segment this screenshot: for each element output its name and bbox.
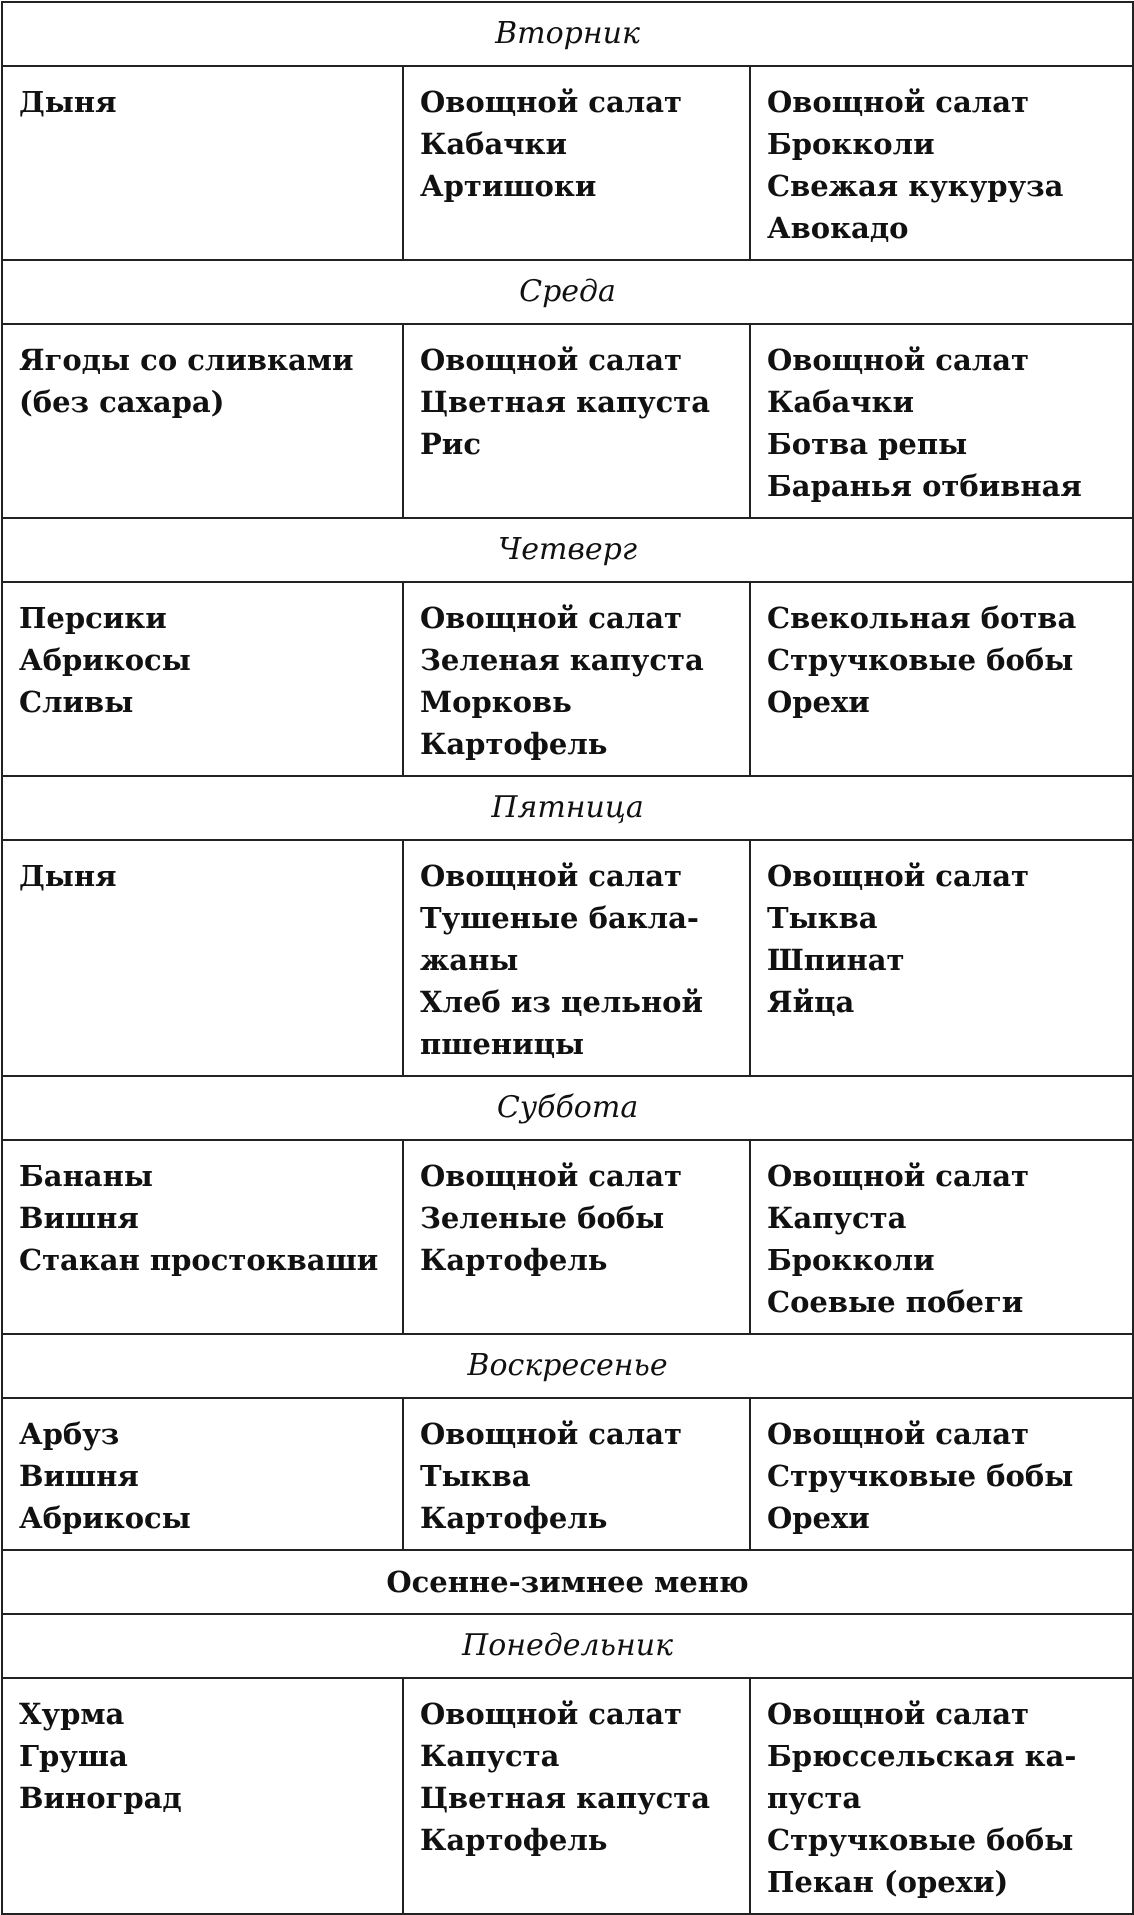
menu-cell-dinner [750, 324, 1133, 518]
day-header-row [2, 1334, 1133, 1398]
menu-item: Тушеные бакла- [420, 901, 699, 935]
menu-item: Стручковые бобы [767, 1823, 1074, 1857]
table-row [2, 66, 1133, 260]
day-header-row [2, 1076, 1133, 1140]
day-header-row [2, 1614, 1133, 1678]
menu-item: Картофель [420, 1823, 608, 1857]
table-row [2, 1140, 1133, 1334]
menu-item: Вишня [19, 1201, 139, 1235]
menu-item: пшеницы [420, 1027, 585, 1061]
menu-item: Стручковые бобы [767, 643, 1074, 677]
day-header-row [2, 776, 1133, 840]
menu-item: Зеленые бобы [420, 1201, 665, 1235]
menu-item: Цветная капуста [420, 385, 711, 419]
menu-item: жаны [420, 943, 519, 977]
menu-item: Овощной салат [420, 1697, 682, 1731]
menu-item: Ягоды со сливками [19, 343, 354, 377]
day-header: Пятница [2, 776, 1133, 840]
menu-table-body [2, 2, 1133, 1914]
menu-item: Свежая кукуруза [767, 169, 1064, 203]
menu-item: Арбуз [19, 1417, 120, 1451]
day-header-row [2, 260, 1133, 324]
menu-item: Овощной салат [767, 1417, 1029, 1451]
menu-cell-dinner [750, 66, 1133, 260]
menu-item: Свекольная ботва [767, 601, 1077, 635]
day-header: Суббота [2, 1076, 1133, 1140]
menu-table [1, 1, 1134, 1915]
menu-item: Рис [420, 427, 481, 461]
menu-item: Орехи [767, 685, 870, 719]
menu-item: Пекан (орехи) [767, 1865, 1009, 1899]
menu-cell-fruit [2, 324, 403, 518]
menu-cell-fruit [2, 66, 403, 260]
menu-cell-lunch [403, 582, 750, 776]
menu-item: Хлеб из цельной [420, 985, 704, 1019]
menu-item: Яйца [767, 985, 855, 1019]
menu-item: Стручковые бобы [767, 1459, 1074, 1493]
menu-cell-lunch [403, 1678, 750, 1914]
menu-cell-lunch [403, 66, 750, 260]
menu-item: Абрикосы [19, 1501, 191, 1535]
menu-cell-dinner [750, 1140, 1133, 1334]
menu-item: Овощной салат [420, 343, 682, 377]
menu-item: Стакан простокваши [19, 1243, 379, 1277]
day-header-row [2, 2, 1133, 66]
menu-item: Виноград [19, 1781, 182, 1815]
menu-item: Артишоки [420, 169, 597, 203]
menu-item: Морковь [420, 685, 572, 719]
menu-item: Овощной салат [767, 1159, 1029, 1193]
menu-item: (без сахара) [19, 385, 225, 419]
menu-item: Овощной салат [420, 1159, 682, 1193]
menu-item: Зеленая капуста [420, 643, 704, 677]
menu-item: Брокколи [767, 1243, 935, 1277]
menu-item: Авокадо [767, 211, 909, 245]
menu-item: Тыква [420, 1459, 531, 1493]
menu-cell-dinner [750, 840, 1133, 1076]
table-row [2, 1678, 1133, 1914]
menu-item: Овощной салат [420, 1417, 682, 1451]
menu-cell-fruit [2, 1678, 403, 1914]
menu-item: Овощной салат [420, 859, 682, 893]
menu-cell-lunch [403, 840, 750, 1076]
menu-item: Хурма [19, 1697, 125, 1731]
menu-item: Кабачки [767, 385, 914, 419]
menu-item: Брокколи [767, 127, 935, 161]
menu-item: Картофель [420, 1501, 608, 1535]
menu-item: Персики [19, 601, 167, 635]
day-header: Вторник [2, 2, 1133, 66]
menu-cell-fruit [2, 1140, 403, 1334]
day-header: Понедельник [2, 1614, 1133, 1678]
menu-cell-lunch [403, 1140, 750, 1334]
menu-item: Овощной салат [767, 1697, 1029, 1731]
menu-item: Картофель [420, 727, 608, 761]
menu-cell-lunch [403, 324, 750, 518]
menu-item: Овощной салат [420, 601, 682, 635]
table-row [2, 582, 1133, 776]
menu-item: Овощной салат [420, 85, 682, 119]
menu-item: Овощной салат [767, 859, 1029, 893]
menu-item: Картофель [420, 1243, 608, 1277]
menu-item: Дыня [19, 85, 117, 119]
menu-item: Сливы [19, 685, 134, 719]
day-header: Четверг [2, 518, 1133, 582]
table-row [2, 840, 1133, 1076]
menu-item: Баранья отбивная [767, 469, 1082, 503]
menu-item: Шпинат [767, 943, 905, 977]
menu-item: Орехи [767, 1501, 870, 1535]
menu-item: Овощной салат [767, 85, 1029, 119]
menu-cell-dinner [750, 1398, 1133, 1550]
menu-cell-dinner [750, 582, 1133, 776]
section-header-row [2, 1550, 1133, 1614]
menu-item: Кабачки [420, 127, 567, 161]
menu-cell-fruit [2, 1398, 403, 1550]
menu-item: Соевые побеги [767, 1285, 1024, 1319]
menu-item: Брюссельская ка- [767, 1739, 1077, 1773]
day-header: Воскресенье [2, 1334, 1133, 1398]
day-header-row [2, 518, 1133, 582]
menu-cell-fruit [2, 582, 403, 776]
menu-cell-lunch [403, 1398, 750, 1550]
menu-item: Ботва репы [767, 427, 968, 461]
menu-item: Цветная капуста [420, 1781, 711, 1815]
menu-cell-fruit [2, 840, 403, 1076]
menu-cell-dinner [750, 1678, 1133, 1914]
table-row [2, 324, 1133, 518]
menu-item: Вишня [19, 1459, 139, 1493]
menu-item: Тыква [767, 901, 878, 935]
day-header: Среда [2, 260, 1133, 324]
menu-item: Капуста [420, 1739, 560, 1773]
section-header: Осенне-зимнее меню [2, 1550, 1133, 1614]
menu-item: Дыня [19, 859, 117, 893]
menu-item: Овощной салат [767, 343, 1029, 377]
table-row [2, 1398, 1133, 1550]
menu-item: Бананы [19, 1159, 153, 1193]
menu-item: Абрикосы [19, 643, 191, 677]
menu-item: Капуста [767, 1201, 907, 1235]
menu-item: Груша [19, 1739, 128, 1773]
menu-item: пуста [767, 1781, 862, 1815]
